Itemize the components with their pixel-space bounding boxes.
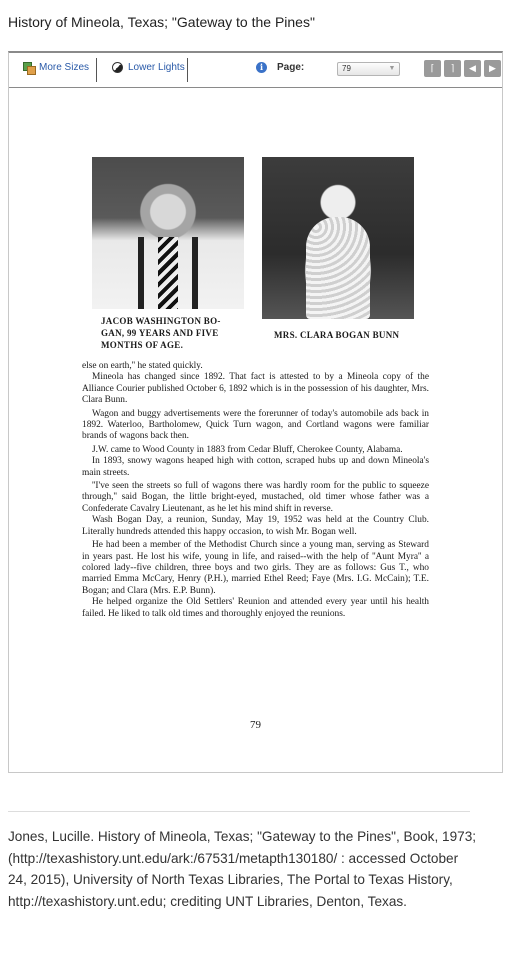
page-label — [256, 62, 304, 73]
photo-caption-left: JACOB WASHINGTON BO-GAN, 99 YEARS AND FIVE MONTHS OF AGE. — [101, 316, 221, 350]
last-page-button[interactable] — [444, 60, 461, 77]
paragraph: Wash Bogan Day, a reunion, Sunday, May 19, 1952 was held at the Country Club. Literally hundreds attended this happy occasion, to wish Mr. Bogan well. — [82, 515, 429, 537]
paragraph: In 1893, snowy wagons heaped high with cotton, scraped hubs up and down Mineola's main streets. — [82, 456, 429, 478]
prev-page-icon: ◀ — [469, 63, 476, 73]
paragraph: He helped organize the Old Settlers' Reunion and attended every year until his health failed. He liked to talk old times and thoroughly enjoyed the reunions. — [82, 597, 429, 619]
last-page-icon: ⌉ — [450, 63, 455, 73]
more-sizes-button[interactable] — [23, 62, 89, 73]
page-select-value: 79 — [342, 64, 351, 73]
lower-lights-label: Lower Lights — [128, 62, 185, 73]
toolbar-divider — [96, 58, 97, 82]
paragraph: ''I've seen the streets so full of wagons there was hardly room for the public to squeeze through,'' said Bogan, the little bright-eyed, mustached, old timer whose father was a Confederate Cavalry Lieutenant, as he let his mind shift in reverse. — [82, 481, 429, 514]
page-select[interactable] — [337, 62, 400, 76]
prev-page-button[interactable] — [464, 60, 481, 77]
paragraph: Mineola has changed since 1892. That fact is attested to by a Mineola copy of the Alliance Courier published October 6, 1892 which is in the possession of his daughter, Mrs. Clara Bunn. — [82, 372, 429, 406]
portrait-photo-clara-bunn — [262, 157, 414, 319]
citation-text: Jones, Lucille. History of Mineola, Texas; "Gateway to the Pines", Book, 1973; (http://texashistory.unt.edu/ark:/67531/metapth130180/ : accessed October 24, 2015), University of North Texas Libraries, The Portal to Texas History, http://texashistory.unt.edu; crediting UNT Libraries, Denton, Texas. — [8, 829, 477, 909]
paragraph: He had been a member of the Methodist Church since a young man, serving as Steward in years past. He lost his wife, young in life, and raised--with the help of ''Aunt Myra'' a colored lady--five children, three boys and two girls. They are as follows: Gus T., who married Emma McCary, Henry (P.H.), married Ethel Reed; Faye (Mrs. I.G. McCain); T.E. Bogan; and Clara (Mrs. E.P. Bunn). — [82, 540, 429, 596]
toolbar-divider — [187, 58, 188, 82]
first-page-button[interactable] — [424, 60, 441, 77]
first-page-icon: ⌈ — [430, 63, 435, 73]
info-icon[interactable]: i — [256, 62, 267, 73]
article-text — [82, 361, 429, 620]
lights-icon — [112, 62, 123, 73]
next-page-button[interactable] — [484, 60, 501, 77]
divider — [8, 811, 470, 812]
paragraph: Wagon and buggy advertisements were the forerunner of today's automobile ads back in 1892. Waterloo, Bartholomew, Quick Turn wagon, and Cortland wagons were familiar brands of wagons back then. — [82, 408, 429, 442]
chevron-down-icon: ▼ — [388, 65, 396, 72]
paragraph: J.W. came to Wood County in 1883 from Cedar Bluff, Cherokee County, Alabama. — [92, 444, 403, 455]
paragraph: else on earth,'' he stated quickly. — [82, 361, 203, 371]
next-page-icon: ▶ — [489, 63, 496, 73]
lower-lights-button[interactable] — [112, 62, 185, 73]
page-label-text: Page: — [277, 62, 305, 73]
photo-caption-right: MRS. CLARA BOGAN BUNN — [274, 330, 400, 340]
page-title: History of Mineola, Texas; "Gateway to the Pines" — [8, 14, 315, 30]
portrait-photo-jacob-bogan — [92, 157, 244, 309]
sizes-icon — [23, 62, 34, 73]
document-page — [9, 88, 502, 772]
viewer-toolbar — [9, 53, 502, 88]
document-viewer — [8, 51, 503, 773]
more-sizes-label: More Sizes — [39, 62, 90, 73]
page-number: 79 — [250, 719, 261, 731]
